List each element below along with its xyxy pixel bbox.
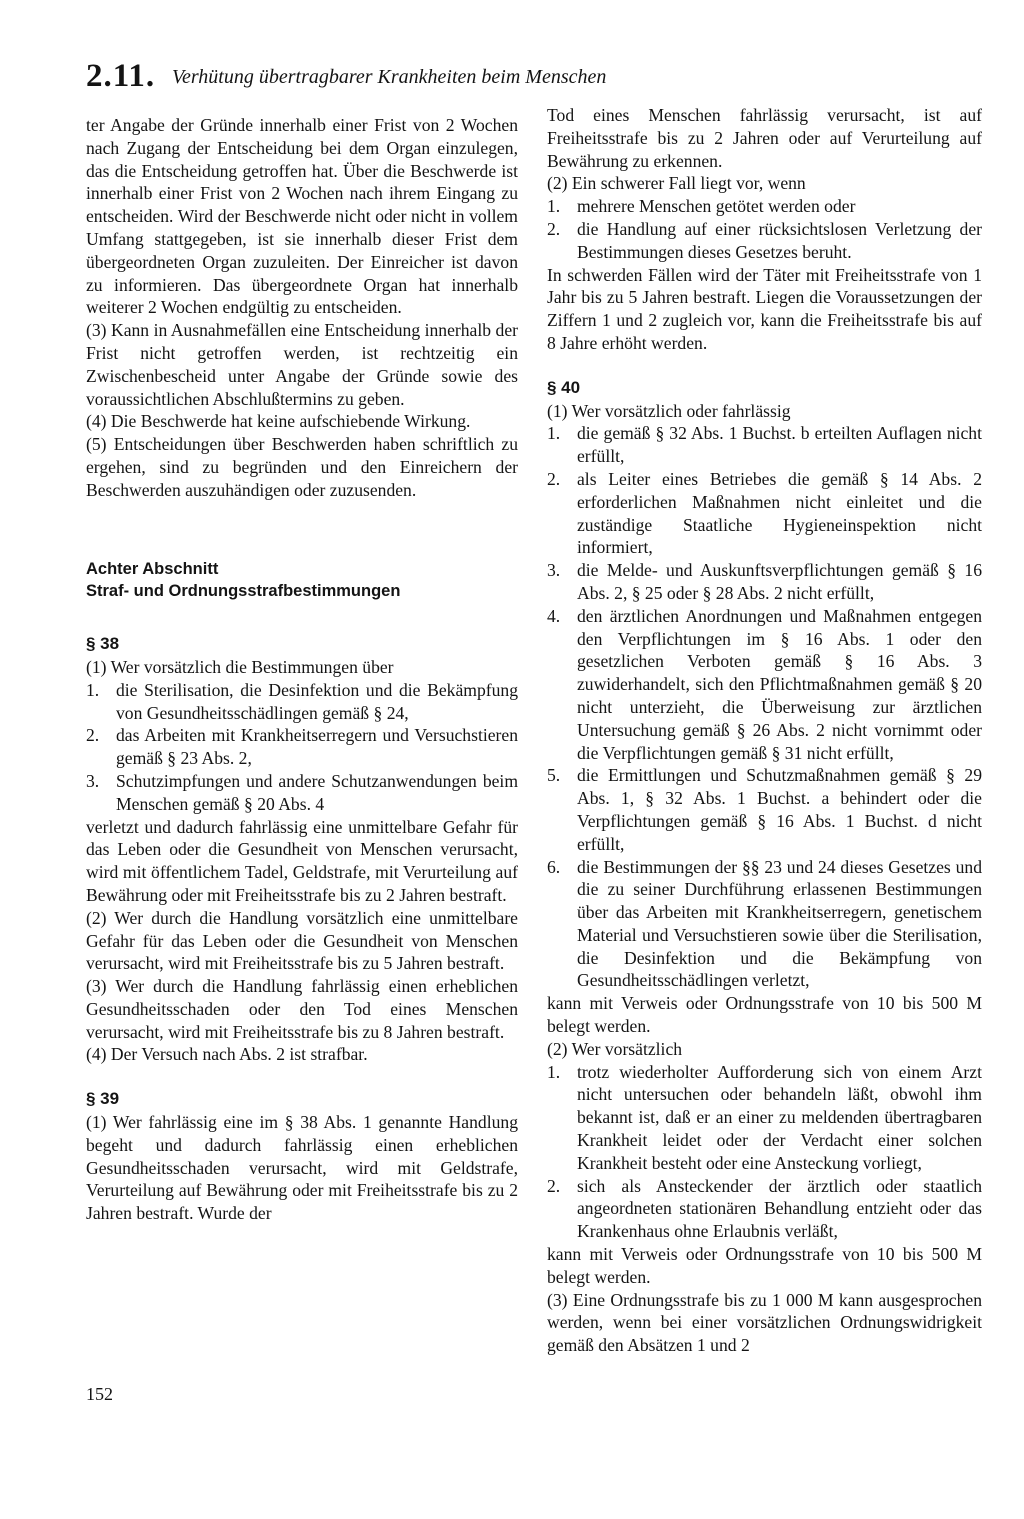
- right-column: [547, 104, 982, 1357]
- list-number: 2.: [86, 725, 100, 746]
- list-item: [547, 1061, 982, 1175]
- list-number: 2.: [547, 468, 561, 489]
- list-item: [547, 195, 982, 218]
- section-heading-40: § 40: [547, 377, 581, 397]
- list-text: die Melde- und Auskunftsverpflichtungen gemäß § 16 Abs. 2, § 25 oder § 28 Abs. 2 nicht erfüllt,: [577, 560, 982, 603]
- chapter-title: Achter Abschnitt: [86, 559, 219, 578]
- list-number: 2.: [547, 1175, 561, 1196]
- paragraph: Tod eines Menschen fahrlässig verursacht, ist auf Freiheitsstrafe bis zu 2 Jahren oder auf Verurteilung auf Bewährung zu erkennen.: [547, 105, 982, 171]
- paragraph: verletzt und dadurch fahrlässig eine unmittelbare Gefahr für das Leben oder die Gesundheit von Menschen verursacht, wird mit öffentlichem Tadel, Geldstrafe, mit Verurteilung auf Bewährung oder mit Freiheitsstrafe bis zu 2 Jahren bestraft.: [86, 816, 518, 905]
- list-text: trotz wiederholter Aufforderung sich von einem Arzt nicht untersuchen oder behandeln läßt, obwohl ihm bekannt ist, daß er an einer zu meldenden übertragbaren Krankheit leidet oder der Verdacht einer solchen Krankheit besteht oder eine Ansteckung vorliegt,: [577, 1061, 982, 1173]
- section-number: 2.11.: [86, 58, 156, 94]
- paragraph: (1) Wer vorsätzlich oder fahrlässig: [547, 400, 791, 421]
- list-item: [547, 422, 982, 468]
- chapter-subtitle: Straf- und Ordnungsstrafbestimmungen: [86, 582, 401, 601]
- left-column: [86, 114, 518, 1225]
- paragraph: (4) Die Beschwerde hat keine aufschiebende Wirkung.: [86, 411, 471, 432]
- item-list: [547, 1061, 982, 1243]
- paragraph: ter Angabe der Gründe innerhalb einer Frist von 2 Wochen nach Zugang der Entscheidung bei dem Organ einzulegen, das die Entscheidung getroffen hat. Über die Beschwerde ist innerhalb einer Frist von 2 Wochen nach ihrem Eingang zu entscheiden. Wird der Beschwerde nicht oder nicht in vollem Umfang stattgegeben, ist sie innerhalb dieser Frist dem übergeordneten Organ zuzuleiten. Der Einreicher ist davon zu informieren. Das übergeordnete Organ hat innerhalb weiterer 2 Wochen endgültig zu entscheiden.: [86, 115, 518, 318]
- page-number: 152: [86, 1384, 113, 1404]
- paragraph: kann mit Verweis oder Ordnungsstrafe von 10 bis 500 M belegt werden.: [547, 1244, 982, 1287]
- list-number: 3.: [86, 770, 100, 791]
- paragraph: (3) Eine Ordnungsstrafe bis zu 1 000 M kann ausgesprochen werden, wenn bei einer vorsätzlichen Ordnungswidrigkeit gemäß den Absätzen 1 und 2: [547, 1289, 982, 1356]
- list-text: den ärztlichen Anordnungen und Maßnahmen entgegen den Verpflichtungen im § 16 Abs. 1 oder den gesetzlichen Verboten gemäß § 16 Abs. 3 zuwiderhandelt, sich den Pflichtmaßnahmen gemäß § 20 nicht unterzieht, die Überweisung zur ärztlichen Untersuchung gemäß § 26 Abs. 2 nicht vornimmt oder die Verpflichtungen gemäß § 31 nicht erfüllt,: [577, 605, 982, 763]
- list-item: [547, 605, 982, 765]
- list-number: 5.: [547, 765, 561, 786]
- list-item: [86, 679, 518, 725]
- list-text: die Handlung auf einer rücksichtslosen Verletzung der Bestimmungen dieses Gesetzes beruht.: [577, 218, 982, 262]
- list-number: 3.: [547, 560, 561, 581]
- list-text: sich als Ansteckender der ärztlich oder staatlich angeordneten stationären Behandlung entzieht oder das Krankenhaus ohne Erlaubnis verläßt,: [577, 1175, 982, 1242]
- paragraph: kann mit Verweis oder Ordnungsstrafe von 10 bis 500 M belegt werden.: [547, 993, 982, 1037]
- item-list: [547, 195, 982, 263]
- paragraph: (3) Kann in Ausnahmefällen eine Entscheidung innerhalb der Frist nicht getroffen werden, ist rechtzeitig ein Zwischenbescheid unter Angabe der Gründe sowie des voraussichtlichen Abschlußtermins zu geben.: [86, 320, 518, 409]
- list-number: 2.: [547, 218, 561, 239]
- list-text: als Leiter eines Betriebes die gemäß § 14 Abs. 2 erforderlichen Maßnahmen nicht einleitet und die zuständige Staatliche Hygieneinspektion nicht informiert,: [577, 468, 982, 558]
- item-list: [86, 679, 518, 816]
- paragraph: (2) Wer durch die Handlung vorsätzlich eine unmittelbare Gefahr für das Leben oder die Gesundheit von Menschen verursacht, wird mit Freiheitsstrafe bis zu 5 Jahren bestraft.: [86, 907, 518, 974]
- list-item: [547, 1175, 982, 1243]
- list-item: [547, 218, 982, 264]
- paragraph: (5) Entscheidungen über Beschwerden haben schriftlich zu ergehen, sind zu begründen und den Einreichern der Beschwerden auszuhändigen oder zuzusenden.: [86, 434, 518, 500]
- list-number: 1.: [547, 423, 561, 444]
- page-header: [86, 58, 986, 98]
- list-item: [547, 764, 982, 855]
- paragraph: (3) Wer durch die Handlung fahrlässig einen erheblichen Gesundheitsschaden oder den Tod eines Menschen verursacht, wird mit Freiheitsstrafe bis zu 8 Jahren bestraft.: [86, 976, 518, 1042]
- list-number: 6.: [547, 856, 561, 877]
- list-item: [547, 856, 982, 993]
- paragraph: In schwerden Fällen wird der Täter mit Freiheitsstrafe von 1 Jahr bis zu 5 Jahren bestraft. Liegen die Voraussetzungen der Ziffern 1 und 2 zugleich vor, kann die Freiheitsstrafe bis auf 8 Jahre erhöht werden.: [547, 264, 982, 353]
- list-text: die gemäß § 32 Abs. 1 Buchst. b erteilten Auflagen nicht erfüllt,: [577, 423, 982, 467]
- list-text: die Bestimmungen der §§ 23 und 24 dieses Gesetzes und die zu seiner Durchführung erlassenen Bestimmungen über das Arbeiten mit Krankheitserregern, genetischem Material und Versuchstieren sowie über die Sterilisation, die Desinfektion und die Bekämpfung von Gesundheitsschädlingen verletzt,: [577, 856, 982, 991]
- paragraph: (2) Wer vorsätzlich: [547, 1038, 683, 1059]
- list-text: die Sterilisation, die Desinfektion und die Bekämpfung von Gesundheitsschädlingen gemäß § 24,: [116, 679, 518, 723]
- section-heading-39: § 39: [86, 1089, 120, 1109]
- list-item: [547, 559, 982, 605]
- section-heading-38: § 38: [86, 634, 120, 654]
- item-list: [547, 422, 982, 992]
- paragraph: (1) Wer vorsätzlich die Bestimmungen über: [86, 656, 394, 677]
- paragraph: (1) Wer fahrlässig eine im § 38 Abs. 1 genannte Handlung begeht und dadurch fahrlässig einen erheblichen Gesundheitsschaden verursacht, wird mit Geldstrafe, Verurteilung auf Bewährung oder mit Freiheitsstrafe bis zu 2 Jahren bestraft. Wurde der: [86, 1112, 518, 1224]
- paragraph: (2) Ein schwerer Fall liegt vor, wenn: [547, 173, 806, 194]
- section-title: Verhütung übertragbarer Krankheiten beim Menschen: [172, 66, 607, 88]
- list-item: [547, 468, 982, 559]
- list-text: mehrere Menschen getötet werden oder: [577, 196, 856, 217]
- list-item: [86, 724, 518, 770]
- list-text: das Arbeiten mit Krankheitserregern und Versuchstieren gemäß § 23 Abs. 2,: [116, 725, 518, 769]
- list-text: die Ermittlungen und Schutzmaßnahmen gemäß § 29 Abs. 1, § 32 Abs. 1 Buchst. a behindert oder die Verpflichtungen gemäß § 16 Abs. 1 Buchst. d nicht erfüllt,: [577, 765, 982, 854]
- paragraph: (4) Der Versuch nach Abs. 2 ist strafbar.: [86, 1044, 368, 1065]
- list-text: Schutzimpfungen und andere Schutzanwendungen beim Menschen gemäß § 20 Abs. 4: [116, 770, 518, 814]
- list-number: 1.: [547, 1061, 561, 1082]
- list-number: 4.: [547, 605, 561, 626]
- list-number: 1.: [86, 679, 100, 700]
- list-number: 1.: [547, 196, 561, 217]
- list-item: [86, 770, 518, 816]
